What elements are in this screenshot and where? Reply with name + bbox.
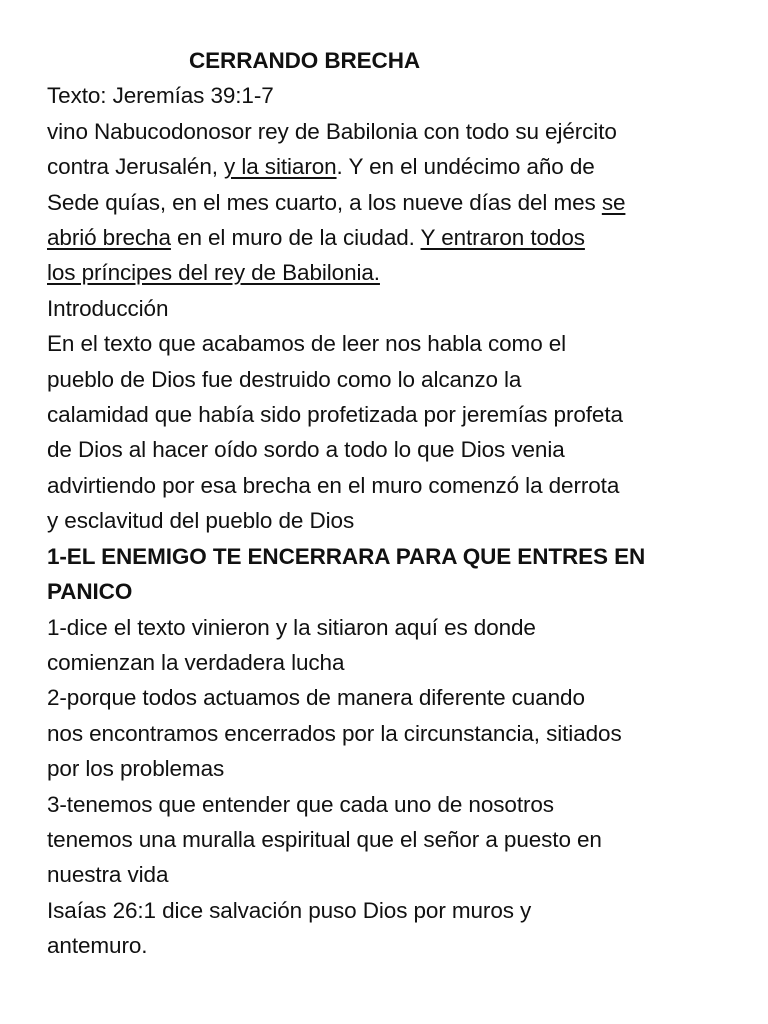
paragraph-line: y esclavitud del pueblo de Dios: [47, 508, 355, 534]
intro-paragraph: [47, 326, 737, 538]
paragraph-line: advirtiendo por esa brecha en el muro comenzó la derrota: [47, 472, 620, 498]
section-body: [47, 610, 737, 964]
paragraph-line: Isaías 26:1 dice salvación puso Dios por muros y: [47, 897, 532, 923]
verse-text: en el muro de la ciudad.: [170, 225, 421, 251]
verse-text: . Y en el undécimo año de: [336, 154, 595, 180]
paragraph-line: 1-dice el texto vinieron y la sitiaron aquí es donde: [47, 614, 536, 640]
paragraph-line: En el texto que acabamos de leer nos habla como el: [47, 331, 567, 357]
paragraph-line: pueblo de Dios fue destruido como lo alcanzo la: [47, 366, 522, 392]
paragraph-line: comienzan la verdadera lucha: [47, 649, 345, 675]
verse-text: Sede quías, en el mes cuarto, a los nueve días del mes: [47, 189, 602, 215]
verse-line: vino Nabucodonosor rey de Babilonia con todo su ejército: [47, 118, 617, 144]
scripture-verse: [47, 114, 737, 291]
verse-line: [47, 185, 737, 220]
verse-text: contra Jerusalén,: [47, 154, 225, 180]
paragraph-line: de Dios al hacer oído sordo a todo lo que Dios venia: [47, 437, 565, 463]
underlined-text: se: [601, 189, 626, 215]
heading-line: PANICO: [47, 579, 133, 605]
document-page: [47, 43, 737, 964]
section-heading: [47, 539, 737, 610]
paragraph-line: tenemos una muralla espiritual que el señor a puesto en: [47, 826, 602, 852]
intro-label: Introducción: [47, 295, 169, 321]
paragraph-line: antemuro.: [47, 933, 148, 959]
paragraph-line: nuestra vida: [47, 862, 169, 888]
paragraph-line: calamidad que había sido profetizada por jeremías profeta: [47, 402, 623, 428]
heading-line: 1-EL ENEMIGO TE ENCERRARA PARA QUE ENTRES EN: [47, 543, 646, 569]
verse-line: [47, 220, 737, 255]
text-reference: Texto: Jeremías 39:1-7: [47, 83, 274, 109]
verse-line: [47, 149, 737, 184]
paragraph-line: 2-porque todos actuamos de manera diferente cuando: [47, 685, 585, 711]
underlined-text: y la sitiaron: [224, 154, 337, 180]
document-title: CERRANDO BRECHA: [189, 48, 421, 73]
underlined-text: Y entraron todos: [420, 225, 585, 251]
paragraph-line: nos encontramos encerrados por la circunstancia, sitiados: [47, 720, 622, 746]
underlined-text: abrió brecha: [47, 225, 171, 251]
paragraph-line: por los problemas: [47, 756, 225, 782]
verse-line: los príncipes del rey de Babilonia.: [47, 260, 380, 286]
paragraph-line: 3-tenemos que entender que cada uno de nosotros: [47, 791, 554, 817]
